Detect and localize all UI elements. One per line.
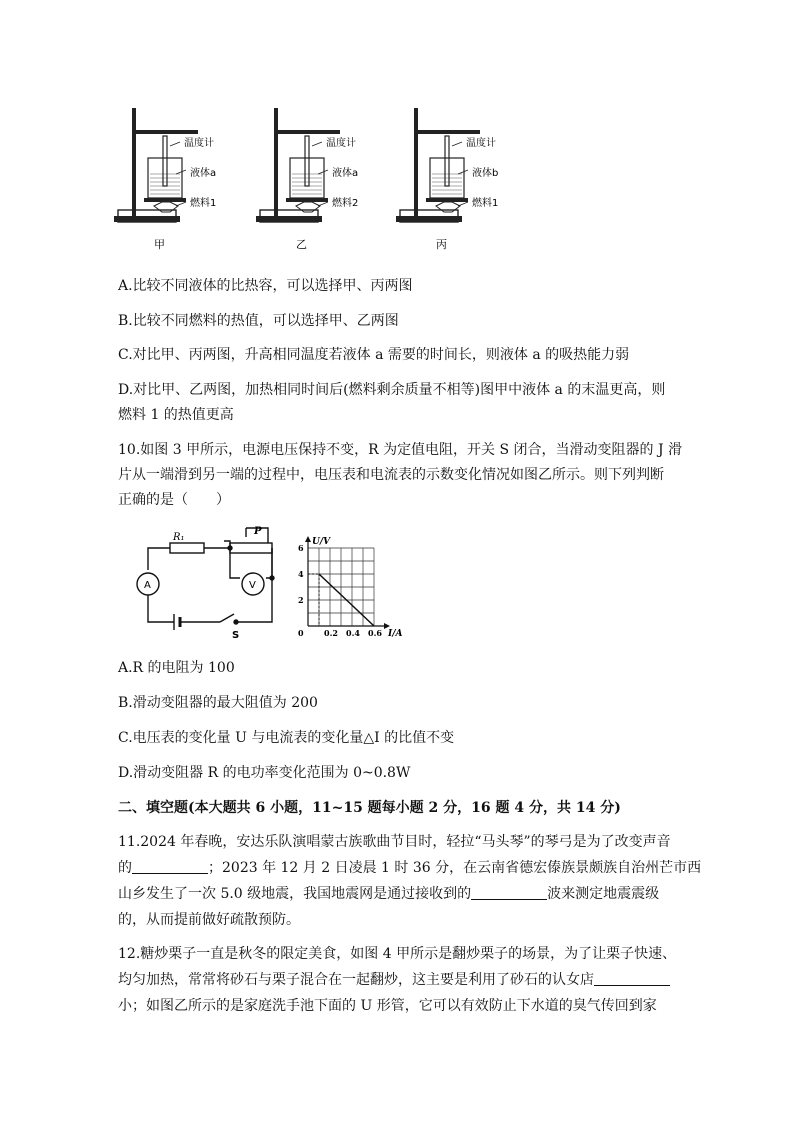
q11-line3-a: 山乡发生了一次 5.0 级地震，我国地震网是通过接收到的 [118,886,472,902]
q10-figure [118,522,418,640]
label-liquid: 液体b [472,168,499,179]
q9-option-d-cont: 燃料 1 的热值更高 [118,407,234,423]
section2-heading: 二、填空题(本大题共 6 小题，11~15 题每小题 2 分，16 题 4 分，共 14 分) [118,800,621,816]
label-thermometer: 温度计 [184,138,214,149]
label-liquid: 液体a [190,168,217,179]
label-fuel: 燃料1 [190,198,217,209]
caption-yi: 乙 [296,238,307,251]
label-fuel: 燃料2 [332,198,359,209]
x-tick-label: 0.6 [368,628,382,638]
q9-option-c: C.对比甲、丙两图，升高相同温度若液体 a 需要的时间长，则液体 a 的吸热能力弱 [118,347,630,363]
q11-blank-1[interactable] [132,859,208,874]
q12-line3: 小；如图乙所示的是家庭洗手池下面的 U 形管，它可以有效防止下水道的臭气传回到家 [118,998,657,1014]
label-p: P [254,526,262,537]
q11-line3-b: 波来测定地震震级 [547,886,660,902]
apparatus-jia [114,108,216,251]
q10-option-a: A.R 的电阻为 100 [118,660,235,676]
q10-stem-line3: 正确的是（ ） [118,492,230,508]
q12-line2 [118,970,670,990]
q10-option-d: D.滑动变阻器 R 的电功率变化范围为 0~0.8W [118,765,411,781]
q10-option-b: B.滑动变阻器的最大阻值为 200 [118,695,318,711]
q11-line1: 11.2024 年春晚，安达乐队演唱蒙古族歌曲节目时，轻拉“马头琴”的琴弓是为了改变声音 [118,834,671,850]
x-tick-label: 0.2 [324,628,338,638]
q12-blank-1[interactable] [594,971,670,986]
ammeter-label: A [144,580,151,591]
q9-option-a: A.比较不同液体的比热容，可以选择甲、丙两图 [118,278,413,294]
q10-stem-line2: 片从一端滑到另一端的过程中，电压表和电流表的示数变化情况如图乙所示。则下列判断 [118,467,664,483]
q11-line4: 的，从而提前做好疏散预防。 [118,912,300,928]
apparatus-bing [396,108,498,251]
q11-line2-b: ；2023 年 12 月 2 日凌晨 1 时 36 分，在云南省德宏傣族景颇族自治州芒市西 [208,860,702,876]
u-i-graph [298,536,402,639]
label-thermometer: 温度计 [326,138,356,149]
q11-line2 [118,858,701,878]
label-thermometer: 温度计 [466,138,496,149]
heating-apparatus-figure [110,98,530,258]
y-tick-label: 6 [298,543,304,553]
y-tick-label: 2 [298,595,304,605]
switch-label: S [232,630,240,640]
caption-jia: 甲 [154,238,165,251]
label-liquid: 液体a [332,168,359,179]
voltmeter-label: V [249,580,256,591]
circuit-and-graph-svg [118,522,418,640]
q10-stem-line1: 10.如图 3 甲所示，电源电压保持不变，R 为定值电阻，开关 S 闭合，当滑动变阻器的 J 滑 [118,442,683,458]
q11-blank-2[interactable] [471,885,547,900]
x-tick-label: 0.4 [346,628,360,638]
q9-option-d: D.对比甲、乙两图，加热相同时间后(燃料剩余质量不相等)图甲中液体 a 的末温更高，则 [118,382,666,398]
apparatus-svg [110,98,530,258]
q9-option-b: B.比较不同燃料的热值，可以选择甲、乙两图 [118,313,399,329]
label-r1: R₁ [173,532,185,543]
caption-bing: 丙 [436,238,447,251]
x-tick-label: 0 [298,628,304,638]
y-axis-arrow [305,536,311,542]
q11-line2-a: 的 [118,860,132,876]
q10-option-c: C.电压表的变化量 U 与电流表的变化量△I 的比值不变 [118,730,455,746]
circuit-diagram [137,528,274,630]
y-tick-label: 4 [298,569,304,579]
q11-line3 [118,884,659,904]
q12-line1: 12.糖炒栗子一直是秋冬的限定美食，如图 4 甲所示是翻炒栗子的场景，为了让栗子快速、 [118,946,677,962]
q12-line2-a: 均匀加热，常常将砂石与栗子混合在一起翻炒，这主要是利用了砂石的认女店 [118,972,594,988]
y-axis-label: U/V [312,537,331,547]
apparatus-yi [256,108,358,251]
label-fuel: 燃料1 [472,198,499,209]
x-axis-label: I/A [388,629,403,639]
